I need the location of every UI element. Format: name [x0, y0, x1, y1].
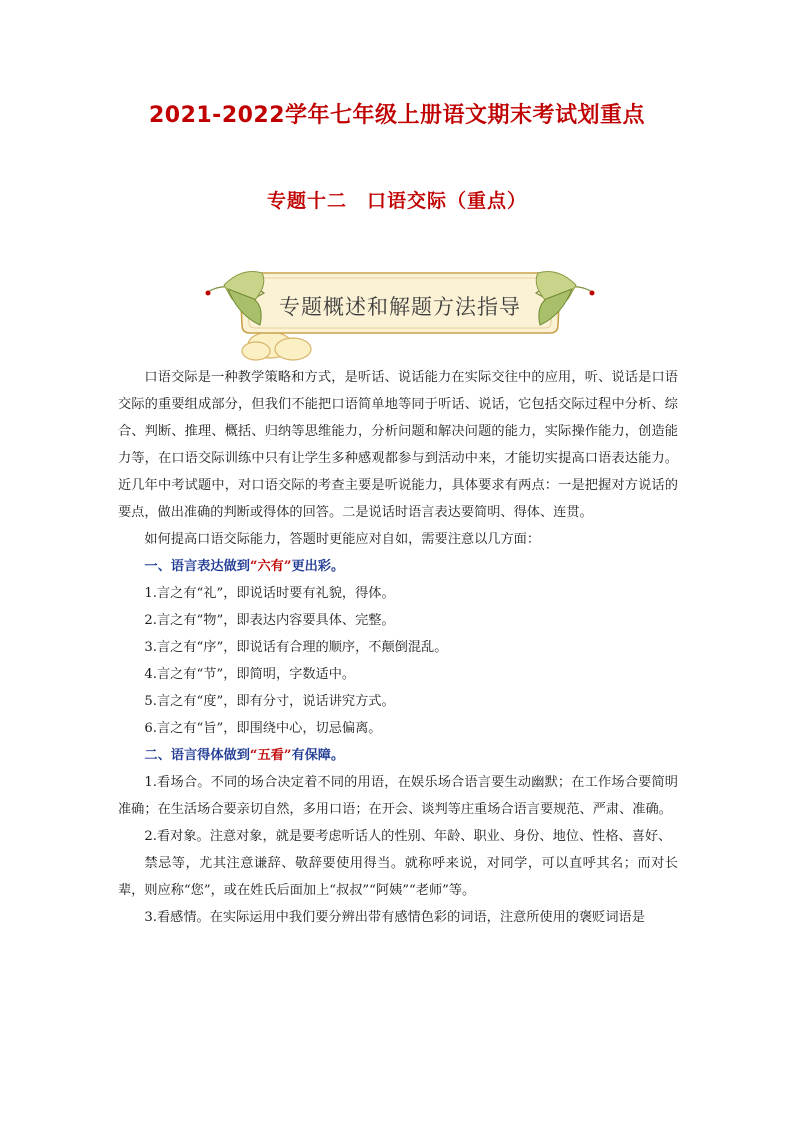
document-body	[118, 364, 678, 931]
list-item: 6.言之有“旨”，即围绕中心，切忌偏离。	[144, 721, 382, 736]
heading-prefix: 一、语言表达做到	[144, 559, 250, 574]
list-item: 2.看对象。注意对象，就是要考虑听话人的性别、年龄、职业、身份、地位、性格、喜好、	[144, 829, 672, 844]
heading-keyword: “六有”	[249, 559, 292, 574]
list-item: 禁忌等，尤其注意谦辞、敬辞要使用得当。就称呼来说，对同学，可以直呼其名；而对长辈，则应称“您”，或在姓氏后面加上“叔叔”“阿姨”“老师”等。	[118, 856, 678, 898]
list-item: 3.言之有“序”，即说话有合理的顺序，不颠倒混乱。	[144, 640, 448, 655]
heading-suffix: 有保障。	[291, 748, 345, 763]
list-item: 5.言之有“度”，即有分寸，说话讲究方式。	[144, 694, 395, 709]
list-item: 1.看场合。不同的场合决定着不同的用语，在娱乐场合语言要生动幽默；在工作场合要简明准确；在生活场合要亲切自然，多用口语；在开会、谈判等庄重场合语言要规范、严肃、准确。	[118, 775, 678, 817]
topic-subtitle: 专题十二 口语交际（重点）	[266, 190, 527, 212]
list-item: 2.言之有“物”，即表达内容要具体、完整。	[144, 613, 395, 628]
banner-title: 专题概述和解题方法指导	[279, 295, 521, 319]
intro-paragraph: 口语交际是一种教学策略和方式，是听话、说话能力在实际交往中的应用，听、说话是口语交际的重要组成部分，但我们不能把口语简单地等同于听话、说话，它包括交际过程中分析、综合、判断、推理、概括、归纳等思维能力，分析问题和解决问题的能力，实际操作能力，创造能力等，在口语交际训练中只有让学生多种感观都参与到活动中来，才能切实提高口语表达能力。近几年中考试题中，对口语交际的考查主要是听说能力，具体要求有两点：一是把握对方说话的要点，做出准确的判断或得体的回答。二是说话时语言表达要简明、得体、连贯。	[118, 370, 678, 520]
section-heading-six	[118, 553, 678, 580]
list-item: 3.看感情。在实际运用中我们要分辨出带有感情色彩的词语，注意所使用的褒贬词语是	[144, 910, 645, 925]
heading-prefix: 二、语言得体做到	[144, 748, 250, 763]
list-item: 4.言之有“节”，即简明，字数适中。	[144, 667, 356, 682]
heading-suffix: 更出彩。	[291, 559, 345, 574]
heading-keyword: “五看”	[249, 748, 292, 763]
section-banner	[198, 263, 602, 363]
intro-question: 如何提高口语交际能力，答题时更能应对自如，需要注意以几方面：	[144, 532, 541, 547]
document-title: 2021-2022学年七年级上册语文期末考试划重点	[148, 103, 646, 128]
section-heading-five	[118, 742, 678, 769]
list-item: 1.言之有“礼”，即说话时要有礼貌，得体。	[144, 586, 395, 601]
